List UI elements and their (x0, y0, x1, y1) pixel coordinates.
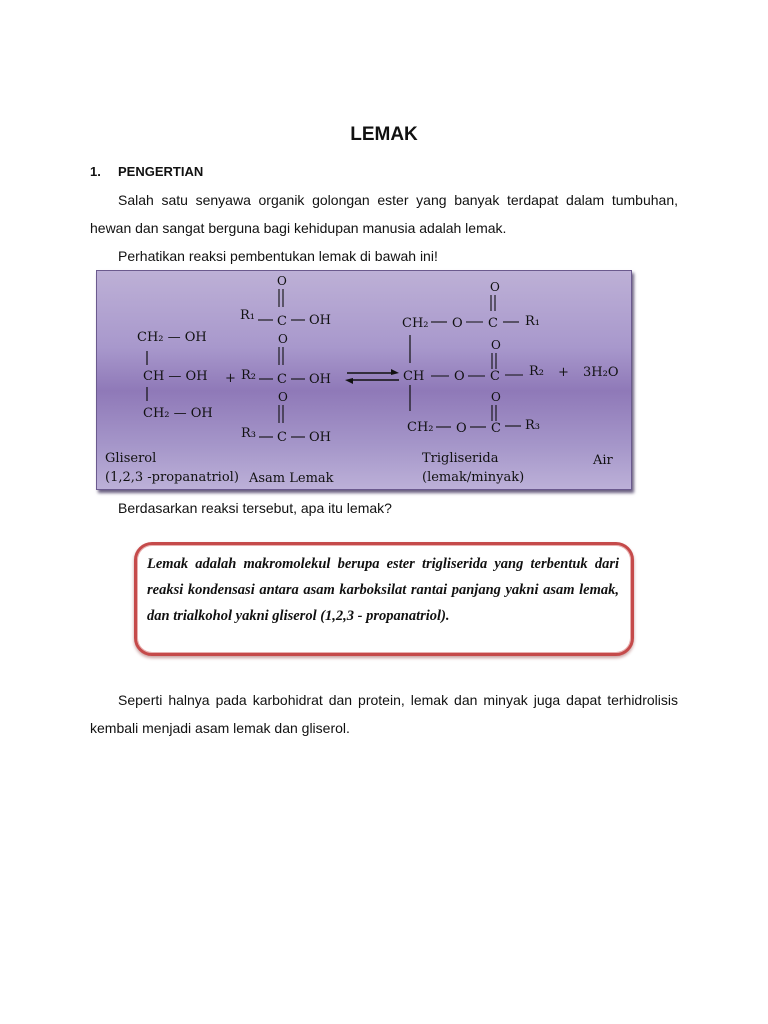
acid3-oh: OH (309, 430, 331, 445)
label-water: Air (593, 453, 613, 468)
glycerol-ch2-top: CH₂ — OH (137, 330, 207, 345)
tri-row3-carbonyl-o: O (491, 390, 501, 404)
intro-paragraph: Salah satu senyawa organik golongan ester yang banyak terdapat dalam tumbuhan, hewan dan sangat berguna bagi kehidupan manusia adalah lemak. (90, 192, 678, 236)
glycerol-ch: CH — OH (143, 369, 208, 384)
acid3-r: R₃ (241, 426, 256, 441)
question-text: Berdasarkan reaksi tersebut, apa itu lemak? (118, 500, 392, 516)
tri-row3-c: C (491, 421, 501, 436)
acid3-c: C (277, 430, 287, 445)
plus-sign-2: + (558, 365, 569, 380)
acid3-carbonyl-o: O (278, 390, 288, 404)
acid1-carbonyl-o: O (277, 274, 287, 288)
label-fatty-acid: Asam Lemak (249, 471, 334, 486)
plus-sign-1: + (225, 371, 236, 386)
glycerol-ch2-bottom: CH₂ — OH (143, 406, 213, 421)
label-triglyceride-note: (lemak/minyak) (422, 470, 525, 485)
acid2-c: C (277, 372, 287, 387)
tri-row2-carbonyl-o: O (491, 338, 501, 352)
tri-row3-r: R₃ (525, 418, 540, 433)
label-glycerol-iupac: (1,2,3 -propanatriol) (105, 470, 239, 485)
reaction-svg (97, 271, 631, 489)
equilibrium-arrow-icon (345, 369, 399, 384)
tri-row1-o: O (452, 316, 463, 331)
reaction-diagram (96, 270, 632, 490)
tri-row1-carbonyl-o: O (490, 280, 500, 294)
acid1-c: C (277, 314, 287, 329)
label-glycerol: Gliserol (105, 451, 157, 466)
definition-text: Lemak adalah makromolekul berupa ester trigliserida yang terbentuk dari reaksi kondensasi antara asam karboksilat rantai panjang yakni asam lemak, dan trialkohol yakni gliserol (1,2,3 - propanatriol). (147, 556, 619, 624)
tri-row1-r: R₁ (525, 314, 540, 329)
hydrolysis-paragraph: Seperti halnya pada karbohidrat dan protein, lemak dan minyak juga dapat terhidrolisis kembali menjadi asam lemak dan gliserol. (90, 692, 678, 736)
acid2-carbonyl-o: O (278, 332, 288, 346)
section-title: PENGERTIAN (118, 164, 204, 179)
tri-row2-ch: CH (403, 369, 425, 384)
label-triglyceride: Trigliserida (422, 451, 499, 466)
definition-box (134, 542, 634, 656)
tri-row3-ch2: CH₂ (407, 420, 434, 435)
acid1-r: R₁ (240, 308, 255, 323)
acid1-oh: OH (309, 313, 331, 328)
tri-row1-c: C (488, 316, 498, 331)
tri-row3-o: O (456, 421, 467, 436)
tri-row1-ch2: CH₂ (402, 316, 429, 331)
page-title: LEMAK (350, 124, 418, 145)
reaction-intro: Perhatikan reaksi pembentukan lemak di bawah ini! (118, 248, 438, 264)
tri-row2-o: O (454, 369, 465, 384)
section-number: 1. (90, 164, 101, 179)
acid2-oh: OH (309, 372, 331, 387)
tri-row2-c: C (490, 369, 500, 384)
water-formula: 3H₂O (583, 365, 619, 380)
tri-row2-r: R₂ (529, 364, 544, 379)
acid2-r: R₂ (241, 368, 256, 383)
